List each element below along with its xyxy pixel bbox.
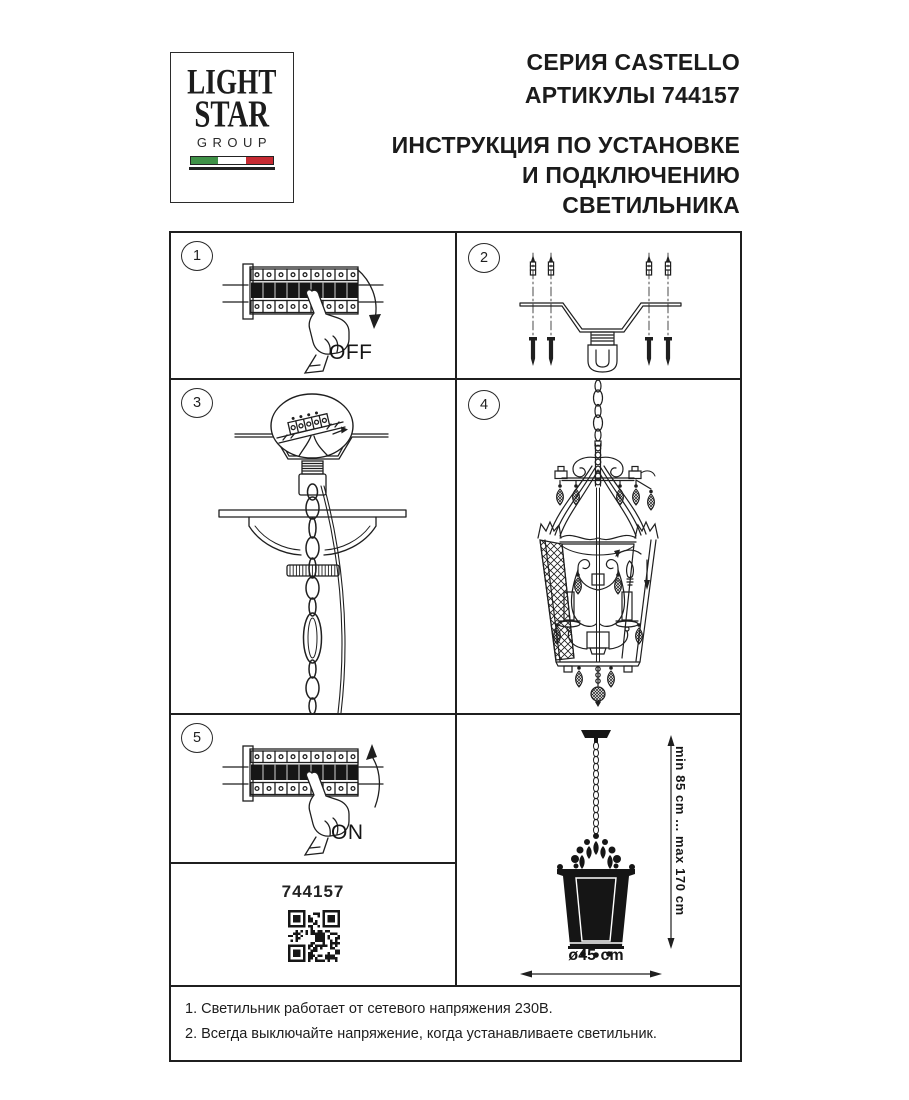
dimensions-drawing bbox=[456, 715, 740, 985]
step-5-badge: 5 bbox=[181, 723, 213, 753]
document-header bbox=[340, 46, 740, 220]
lightstar-logo bbox=[170, 52, 294, 203]
flag-underline bbox=[189, 167, 275, 170]
logo-word-star: STAR bbox=[194, 92, 270, 135]
article-title: АРТИКУЛЫ 744157 bbox=[524, 82, 740, 108]
italian-flag-bar bbox=[190, 156, 274, 165]
canopy-chain-drawing bbox=[171, 378, 455, 713]
instruction-title-line2: И ПОДКЛЮЧЕНИЮ СВЕТИЛЬНИКА bbox=[522, 162, 740, 218]
height-range-label: min 85 cm ... max 170 cm bbox=[673, 746, 688, 916]
footnote-1: 1. Светильник работает от сетевого напряжения 230В. bbox=[185, 1001, 553, 1017]
breaker-off-drawing bbox=[171, 233, 455, 378]
grid-line bbox=[171, 862, 455, 864]
logo-word-light: LIGHT bbox=[187, 63, 277, 102]
logo-word-group: GROUP bbox=[196, 135, 273, 150]
step-2-badge: 2 bbox=[468, 243, 500, 273]
step-4-badge: 4 bbox=[468, 390, 500, 420]
chandelier-assembly-drawing bbox=[456, 378, 740, 713]
bracket-mounting-drawing bbox=[456, 233, 740, 378]
step-1-badge: 1 bbox=[181, 241, 213, 271]
qr-code bbox=[288, 910, 340, 962]
instruction-title-line1: ИНСТРУКЦИЯ ПО УСТАНОВКЕ bbox=[391, 132, 740, 158]
on-label: ON bbox=[331, 821, 364, 844]
instruction-grid bbox=[169, 231, 742, 1062]
footnote-2: 2. Всегда выключайте напряжение, когда устанавливаете светильник. bbox=[185, 1026, 657, 1042]
article-number: 744157 bbox=[281, 882, 345, 901]
footnotes bbox=[171, 985, 740, 1060]
off-label: OFF bbox=[329, 341, 373, 364]
breaker-on-drawing bbox=[171, 715, 455, 862]
step-3-badge: 3 bbox=[181, 388, 213, 418]
diameter-label: ø45 cm bbox=[568, 947, 624, 964]
series-title: СЕРИЯ CASTELLO bbox=[526, 49, 740, 75]
